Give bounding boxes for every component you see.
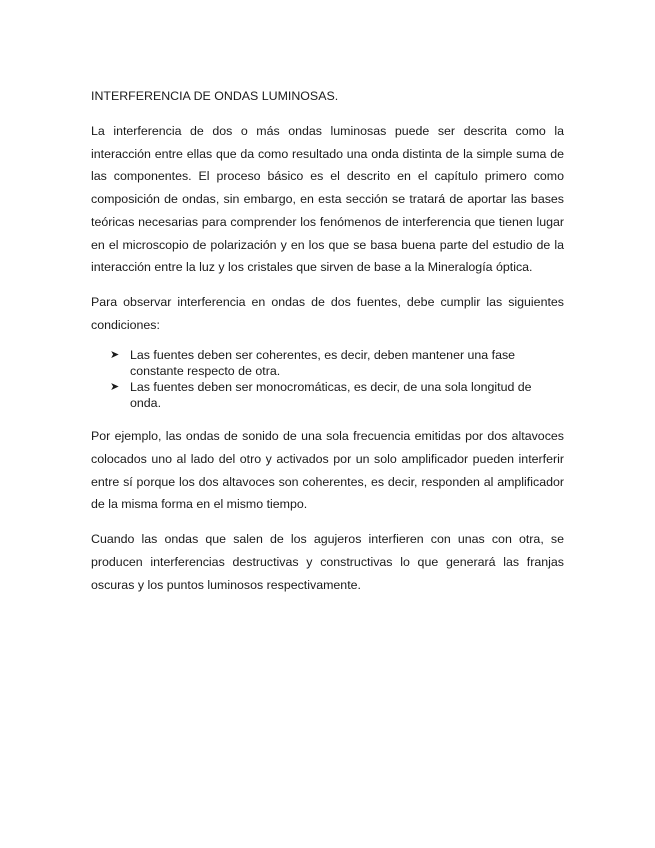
paragraph-intro: La interferencia de dos o más ondas luminosas puede ser descrita como la interacción entre ellas que da como resultado una onda distinta de la simple suma de las componentes. El proceso básico es el descrito en el capítulo primero como composición de ondas, sin embargo, en esta sección se tratará de aportar las bases teóricas necesarias para comprender los fenómenos de interferencia que tienen lugar en el microscopio de polarización y en los que se basa buena parte del estudio de la interacción entre la luz y los cristales que sirven de base a la Mineralogía óptica. (91, 124, 564, 275)
document-body (91, 86, 564, 608)
arrow-bullet-icon: ➤ (110, 381, 120, 394)
paragraph-example: Por ejemplo, las ondas de sonido de una sola frecuencia emitidas por dos altavoces colocados uno al lado del otro y activados por un solo amplificador pueden interferir entre sí porque los dos altavoces son coherentes, es decir, responden al amplificador de la misma forma en el mismo tiempo. (91, 429, 564, 512)
list-item-text: Las fuentes deben ser monocromáticas, es decir, de una sola longitud de onda. (130, 380, 532, 410)
list-item (91, 348, 564, 379)
document-title: INTERFERENCIA DE ONDAS LUMINOSAS. (91, 89, 339, 103)
paragraph-conclusion: Cuando las ondas que salen de los agujeros interfieren con unas con otra, se producen interferencias destructivas y constructivas lo que generará las franjas oscuras y los puntos luminosos respectivamente. (91, 532, 564, 592)
arrow-bullet-icon: ➤ (110, 349, 120, 362)
paragraph-conditions: Para observar interferencia en ondas de dos fuentes, debe cumplir las siguientes condiciones: (91, 294, 564, 332)
conditions-list (91, 348, 564, 411)
list-item (91, 380, 564, 411)
list-item-text: Las fuentes deben ser coherentes, es decir, deben mantener una fase constante respecto de otra. (130, 348, 516, 378)
